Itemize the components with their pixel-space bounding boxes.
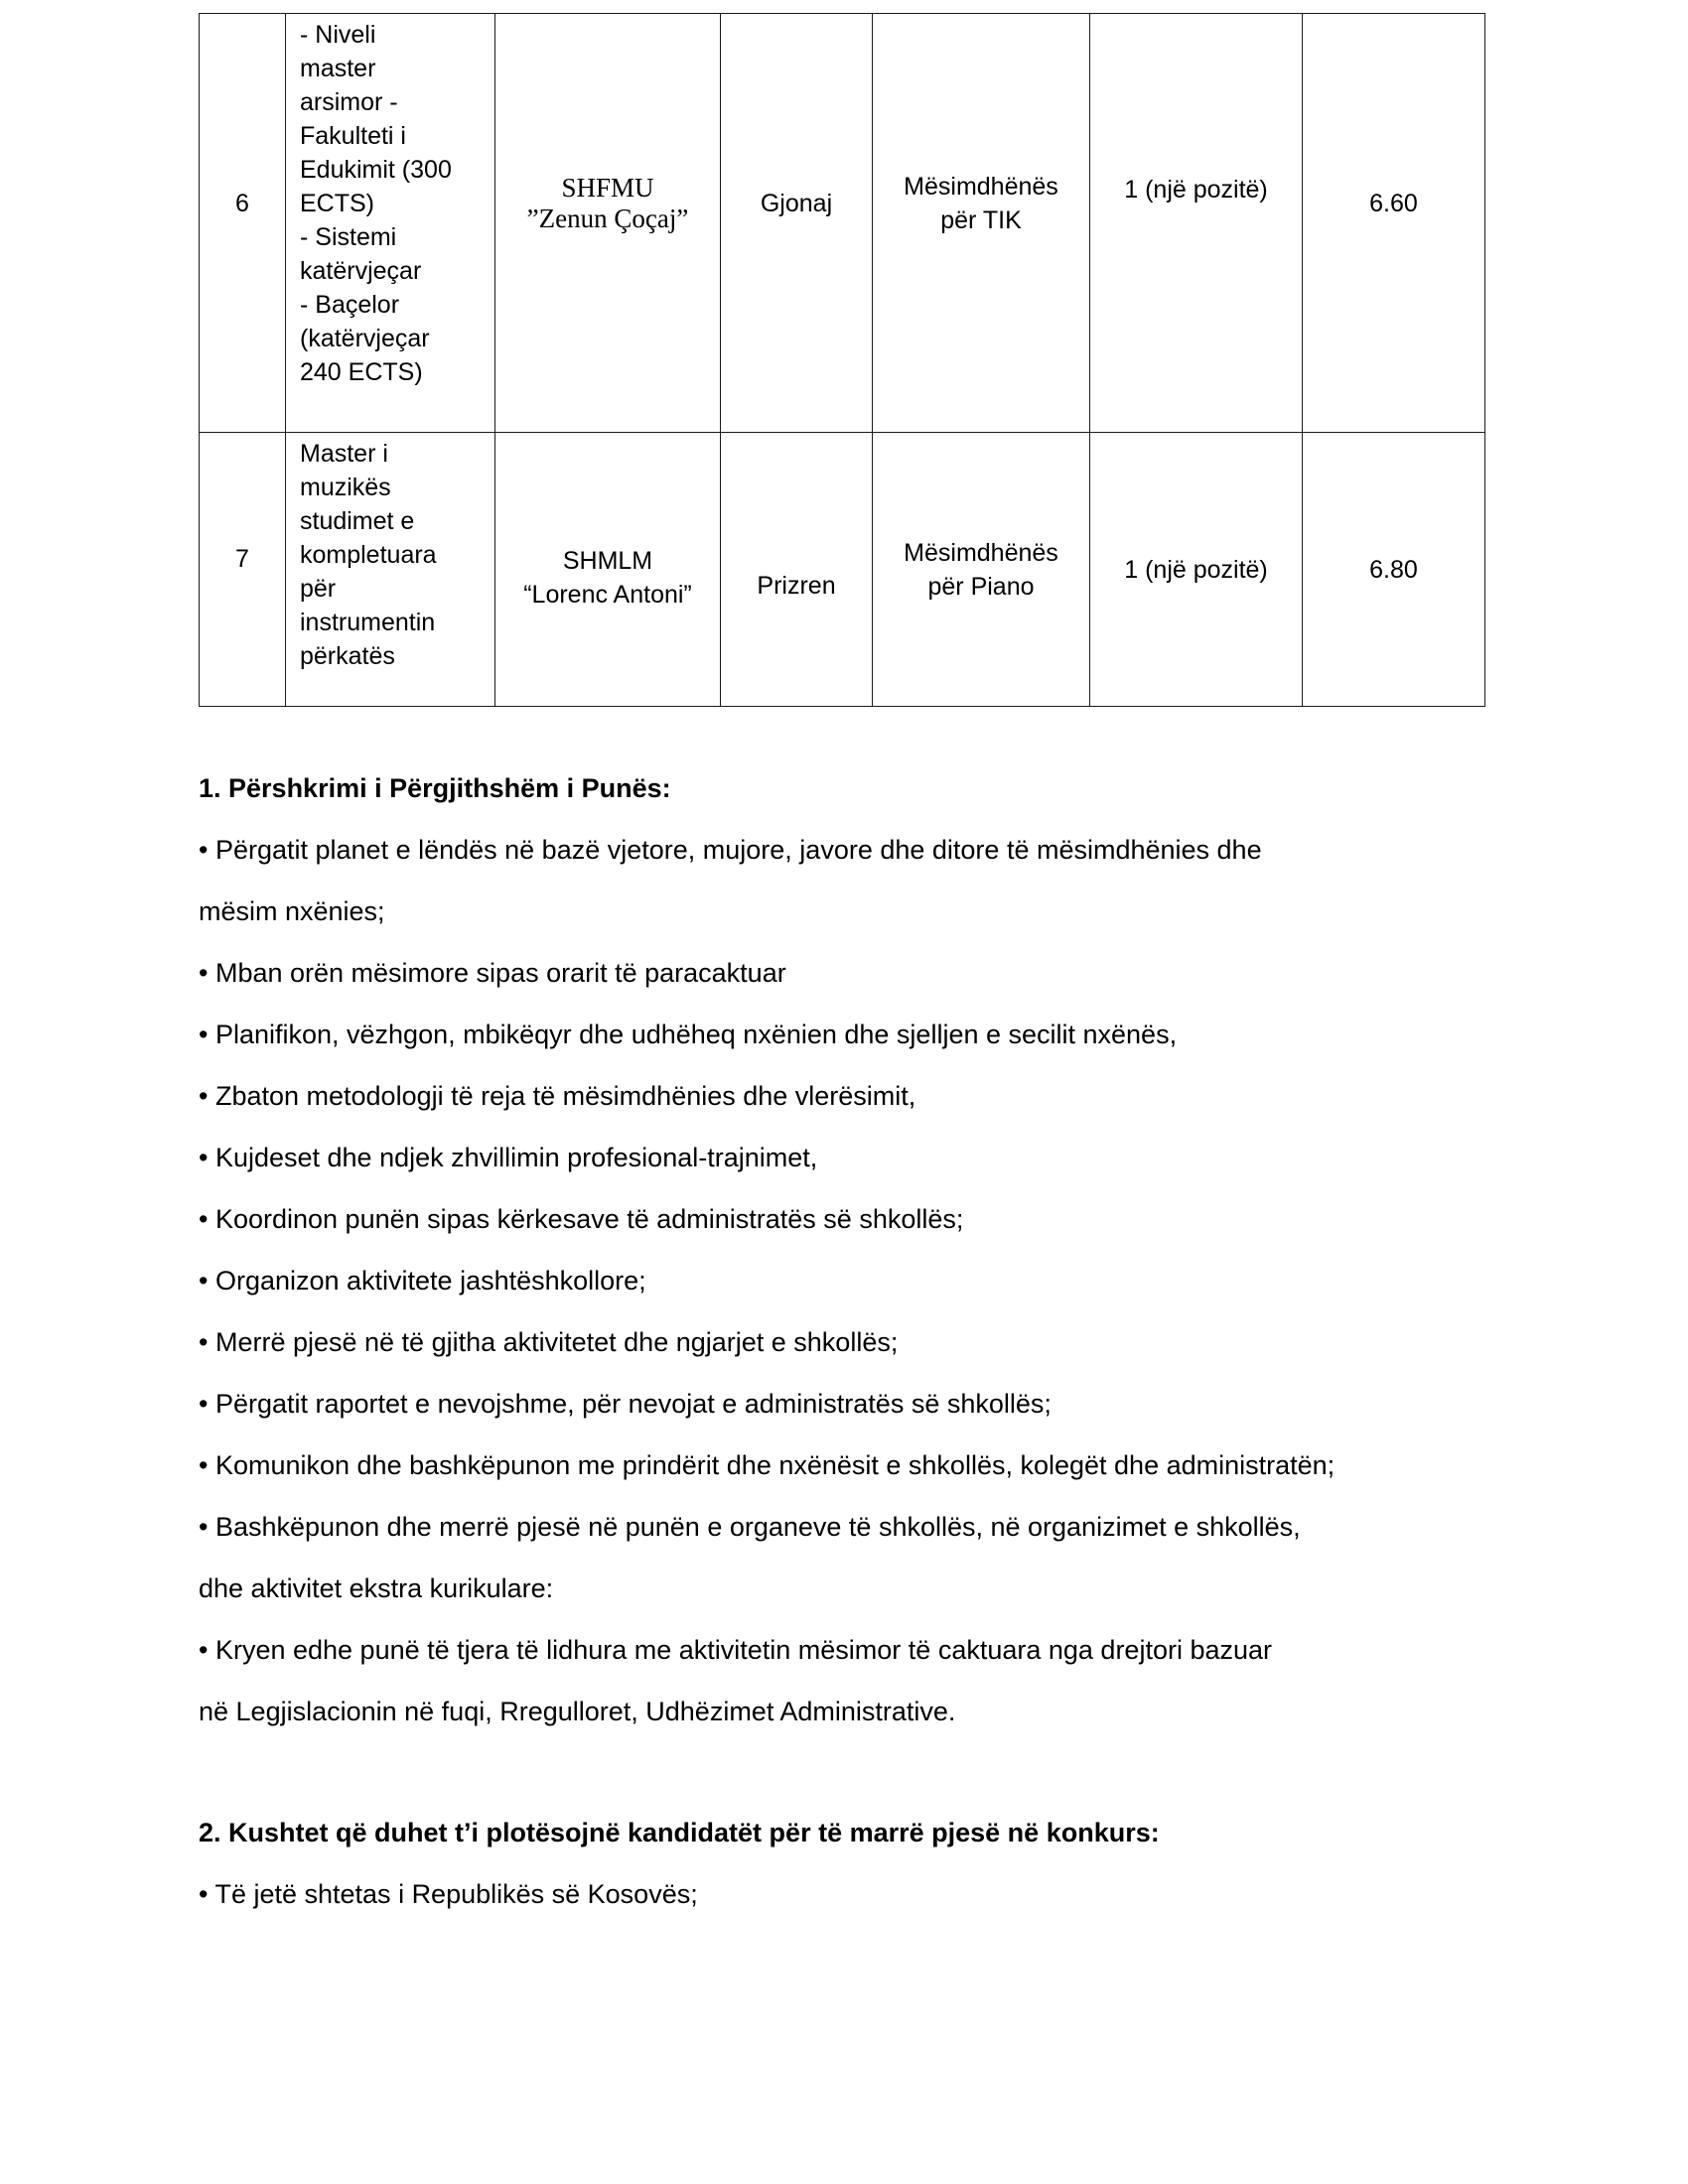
table-row bbox=[200, 14, 1485, 433]
school-line: ”Zenun Çoçaj” bbox=[526, 203, 689, 233]
requirement-line: - Baçelor bbox=[300, 291, 400, 319]
school-name bbox=[495, 544, 720, 612]
count-text: 1 (një pozitë) bbox=[1124, 555, 1268, 584]
count-cell bbox=[1090, 14, 1303, 433]
duty-line: • Mban orën mësimore sipas orarit të paracaktuar bbox=[199, 958, 786, 988]
row-number-text: 7 bbox=[235, 544, 249, 573]
requirement-line: master bbox=[300, 55, 376, 82]
position-cell bbox=[873, 433, 1090, 707]
section-2-title: 2. Kushtet që duhet t’i plotësojnë kandidatët për të marrë pjesë në konkurs: bbox=[199, 1818, 1160, 1847]
condition-line: • Të jetë shtetas i Republikës së Kosovës; bbox=[199, 1879, 698, 1909]
school-name bbox=[495, 173, 720, 234]
duty-line: • Merrë pjesë në të gjitha aktivitetet dhe ngjarjet e shkollës; bbox=[199, 1327, 899, 1357]
place-cell bbox=[721, 14, 873, 433]
row-number-text: 6 bbox=[235, 189, 249, 217]
requirement-line: Master i bbox=[300, 440, 388, 468]
position-line: Mësimdhënës bbox=[904, 172, 1058, 201]
coefficient-cell bbox=[1303, 14, 1485, 433]
duty-line: • Zbaton metodologji të reja të mësimdhënies dhe vlerësimit, bbox=[199, 1081, 916, 1111]
duty-line: • Koordinon punën sipas kërkesave të administratës së shkollës; bbox=[199, 1204, 964, 1234]
row-number bbox=[200, 433, 286, 707]
position-line: Mësimdhënës bbox=[904, 538, 1058, 567]
requirement-line: 240 ECTS) bbox=[300, 358, 423, 386]
table-row bbox=[200, 433, 1485, 707]
requirements-text bbox=[300, 433, 489, 673]
position-title bbox=[873, 536, 1089, 604]
count-cell bbox=[1090, 433, 1303, 707]
duty-line: • Bashkëpunon dhe merrë pjesë në punën e organeve të shkollës, në organizimet e shkollës, bbox=[199, 1512, 1301, 1542]
duty-line: • Komunikon dhe bashkëpunon me prindërit dhe nxënësit e shkollës, kolegët dhe administratën; bbox=[199, 1450, 1336, 1480]
duty-line: • Organizon aktivitete jashtëshkollore; bbox=[199, 1266, 646, 1296]
duty-line: • Përgatit raportet e nevojshme, për nevojat e administratës së shkollës; bbox=[199, 1389, 1052, 1419]
place-cell bbox=[721, 433, 873, 707]
requirement-line: Fakulteti i bbox=[300, 122, 406, 150]
requirement-line: katërvjeçar bbox=[300, 257, 422, 285]
position-line: për Piano bbox=[927, 572, 1035, 601]
duty-line: • Kujdeset dhe ndjek zhvillimin profesional-trajnimet, bbox=[199, 1143, 818, 1172]
requirements-cell bbox=[286, 14, 495, 433]
duty-line: • Kryen edhe punë të tjera të lidhura me aktivitetin mësimor të caktuara nga drejtori bazuar bbox=[199, 1635, 1273, 1665]
coefficient-text: 6.80 bbox=[1369, 555, 1418, 584]
duty-line: dhe aktivitet ekstra kurikulare: bbox=[199, 1573, 554, 1603]
coefficient-cell bbox=[1303, 433, 1485, 707]
requirement-line: (katërvjeçar bbox=[300, 325, 430, 352]
requirement-line: instrumentin bbox=[300, 609, 436, 636]
position-cell bbox=[873, 14, 1090, 433]
coefficient-text: 6.60 bbox=[1369, 189, 1418, 217]
requirement-line: studimet e bbox=[300, 507, 415, 535]
position-title bbox=[873, 170, 1089, 237]
school-cell bbox=[495, 14, 721, 433]
requirements-text bbox=[300, 14, 489, 389]
requirement-line: Edukimit (300 bbox=[300, 156, 452, 184]
duty-line: në Legjislacionin në fuqi, Rregulloret, Udhëzimet Administrative. bbox=[199, 1697, 956, 1726]
requirement-line: - Sistemi bbox=[300, 223, 397, 251]
place-text: Prizren bbox=[757, 571, 836, 600]
position-line: për TIK bbox=[940, 205, 1022, 234]
school-line: “Lorenc Antoni” bbox=[523, 580, 692, 609]
requirement-line: muzikës bbox=[300, 474, 391, 501]
section-1-title: 1. Përshkrimi i Përgjithshëm i Punës: bbox=[199, 773, 671, 803]
requirement-line: ECTS) bbox=[300, 190, 374, 217]
requirement-line: arsimor - bbox=[300, 88, 398, 116]
positions-table bbox=[199, 13, 1485, 707]
requirement-line: për bbox=[300, 575, 337, 603]
school-line: SHFMU bbox=[561, 172, 654, 203]
requirement-line: kompletuara bbox=[300, 541, 437, 569]
duty-line: • Përgatit planet e lëndës në bazë vjetore, mujore, javore dhe ditore të mësimdhënies dhe bbox=[199, 835, 1262, 865]
place-text: Gjonaj bbox=[760, 189, 833, 217]
row-number bbox=[200, 14, 286, 433]
requirement-line: përkatës bbox=[300, 642, 395, 670]
school-cell bbox=[495, 433, 721, 707]
requirements-cell bbox=[286, 433, 495, 707]
school-line: SHMLM bbox=[562, 546, 653, 575]
duty-line: mësim nxënies; bbox=[199, 896, 385, 926]
count-text: 1 (një pozitë) bbox=[1124, 175, 1268, 204]
duty-line: • Planifikon, vëzhgon, mbikëqyr dhe udhëheq nxënien dhe sjelljen e secilit nxënës, bbox=[199, 1020, 1178, 1049]
requirement-line: - Niveli bbox=[300, 21, 376, 49]
